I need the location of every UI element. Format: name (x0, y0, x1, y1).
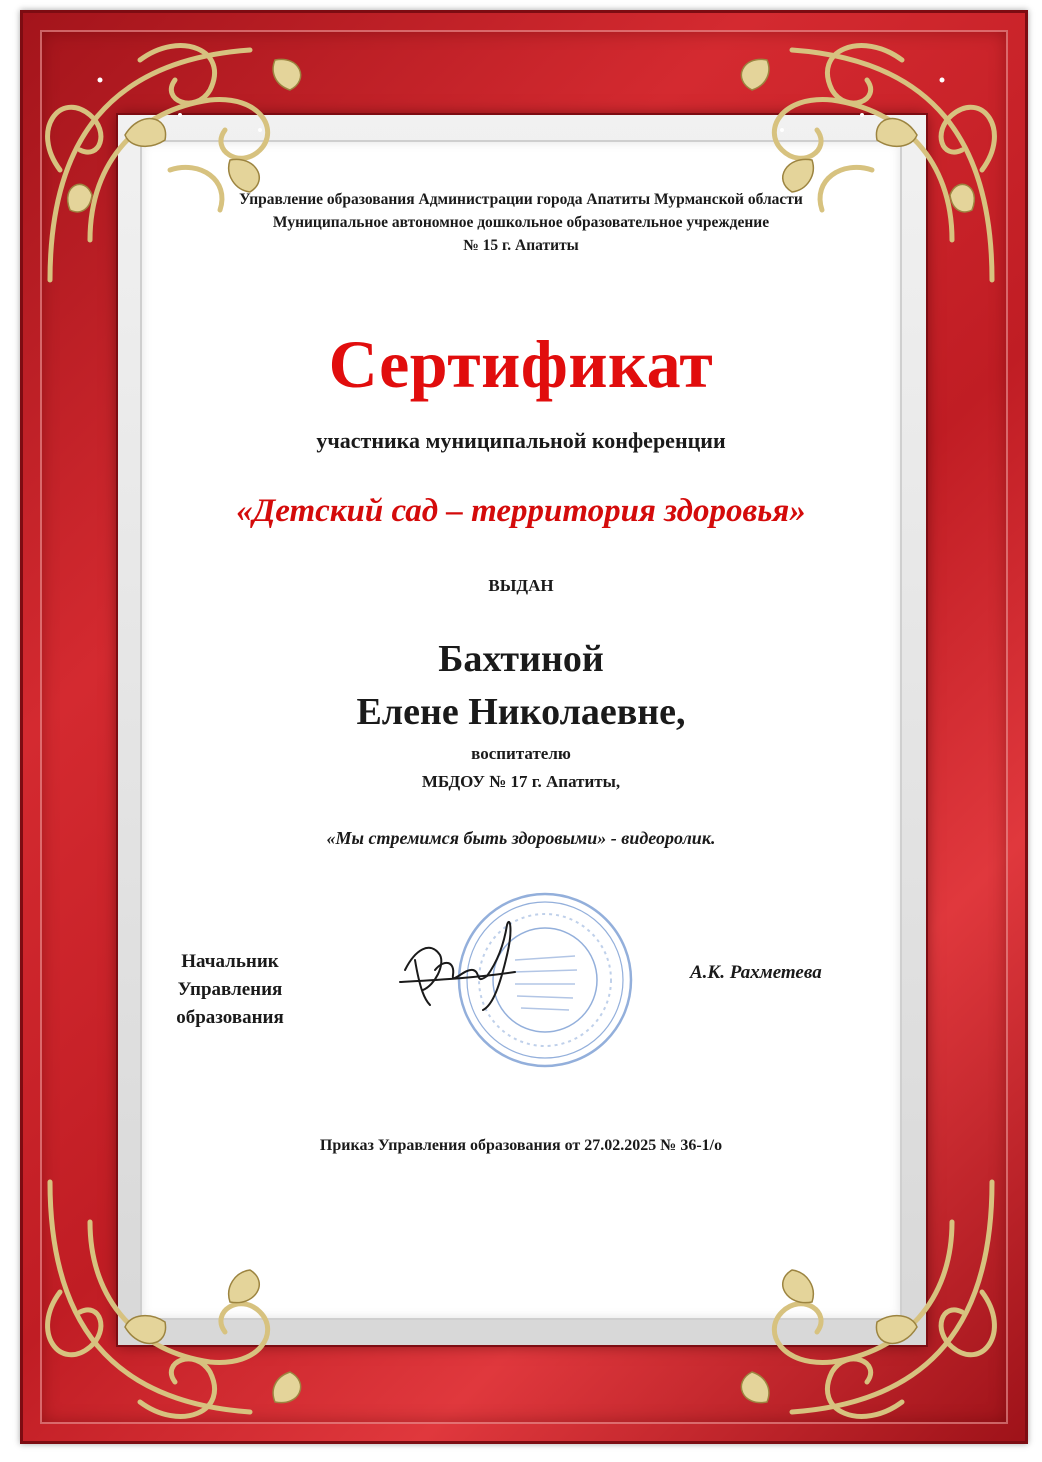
certificate-title: Сертификат (328, 326, 714, 402)
conference-name: «Детский сад – территория здоровья» (236, 493, 806, 529)
certificate-subtitle: участника муниципальной конференции (316, 428, 726, 453)
header-line-3: № 15 г. Апатиты (463, 237, 579, 254)
gold-ornament-bottom-right-icon (712, 1142, 1012, 1442)
order-reference: Приказ Управления образования от 27.02.2025 № 36-1/о (319, 1137, 723, 1154)
chief-line-2: Управления (177, 979, 283, 1000)
header-line-2: Муниципальное автономное дошкольное образовательное учреждение (272, 214, 770, 231)
chief-line-1: Начальник (181, 951, 279, 972)
submitted-work: «Мы стремимся быть здоровыми» - видеоролик. (326, 828, 716, 848)
signer-name: А.К. Рахметева (690, 962, 822, 983)
header-line-1: Управление образования Администрации города Апатиты Мурманской области (239, 191, 803, 208)
gold-ornament-bottom-left-icon (30, 1142, 330, 1442)
recipient-name: Елене Николаевне, (356, 691, 686, 733)
issued-label: ВЫДАН (488, 576, 554, 595)
chief-title (140, 948, 320, 1032)
chief-line-3: образования (176, 1007, 284, 1028)
recipient-institution: МБДОУ № 17 г. Апатиты, (421, 772, 621, 791)
recipient-surname: Бахтиной (438, 638, 604, 680)
handwritten-signature-icon (395, 910, 525, 1020)
recipient-position: воспитателю (471, 744, 571, 763)
gold-ornament-top-left-icon (30, 20, 330, 320)
issuer-header (140, 188, 902, 257)
gold-ornament-top-right-icon (712, 20, 1012, 320)
